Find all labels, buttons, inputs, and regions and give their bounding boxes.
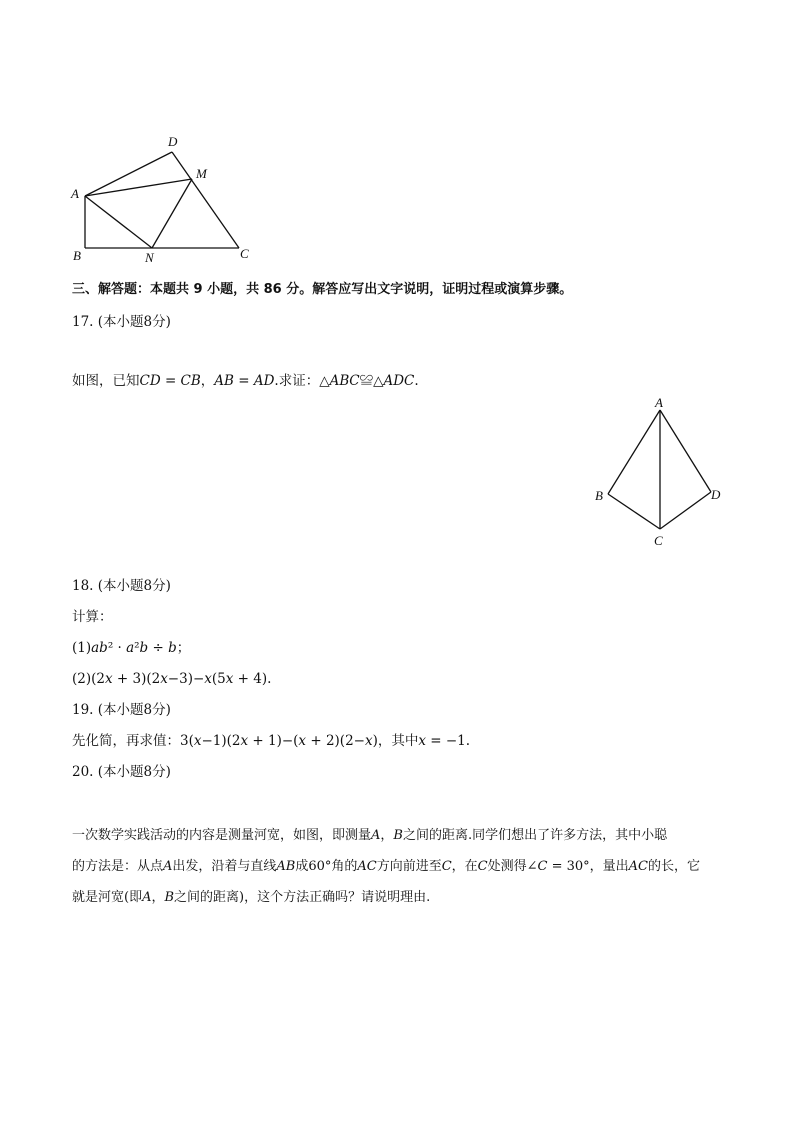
- label-c: C: [240, 246, 249, 261]
- label-c: C: [654, 533, 663, 548]
- q20-line1: 一次数学实践活动的内容是测量河宽，如图，即测量𝐴，𝐵之间的距离.同学们想出了许多方法，其中小聪: [72, 828, 668, 843]
- segment-dc: [660, 492, 711, 529]
- q18-part2: (2)(2𝑥 + 3)(2𝑥−3)−𝑥(5𝑥 + 4).: [72, 671, 272, 687]
- q20-line3: 就是河宽(即𝐴，𝐵之间的距离)，这个方法正确吗？请说明理由.: [72, 890, 431, 905]
- label-b: B: [595, 488, 603, 503]
- label-a: A: [71, 186, 79, 201]
- section-heading: 三、解答题：本题共 9 小题，共 86 分。解答应写出文字说明，证明过程或演算步骤。: [72, 282, 573, 297]
- label-d: D: [168, 134, 178, 149]
- segment-ab: [608, 410, 660, 494]
- label-b: B: [73, 248, 81, 263]
- label-n: N: [145, 250, 154, 265]
- geometry-figure-abcdmn: [60, 128, 260, 268]
- segment-ad: [660, 410, 711, 492]
- q17-header: 17. (本小题8分): [72, 314, 171, 330]
- q18-intro: 计算：: [72, 609, 113, 625]
- segment-bc: [608, 494, 660, 529]
- label-d: D: [711, 487, 721, 502]
- q20-header: 20. (本小题8分): [72, 764, 171, 780]
- q18-part1: (1)𝑎𝑏² · 𝑎²𝑏 ÷ 𝑏；: [72, 640, 191, 656]
- q18-header: 18. (本小题8分): [72, 578, 171, 594]
- segment-an: [85, 196, 152, 248]
- segment-nm: [152, 179, 192, 248]
- q17-text: 如图，已知𝐶𝐷 = 𝐶𝐵，𝐴𝐵 = 𝐴𝐷.求证：△𝐴𝐵𝐶≌△𝐴𝐷𝐶.: [72, 373, 419, 389]
- q19-text: 先化简，再求值：3(𝑥−1)(2𝑥 + 1)−(𝑥 + 2)(2−𝑥)，其中𝑥 = −1.: [72, 733, 471, 749]
- geometry-figure-kite-abcd: [588, 392, 728, 552]
- label-m: M: [196, 166, 207, 181]
- label-a: A: [655, 395, 663, 410]
- q19-header: 19. (本小题8分): [72, 702, 171, 718]
- q20-line2: 的方法是：从点𝐴出发，沿着与直线𝐴𝐵成60°角的𝐴𝐶方向前进至𝐶，在𝐶处测得∠𝐶 = 30°，量出𝐴𝐶的长，它: [72, 859, 700, 874]
